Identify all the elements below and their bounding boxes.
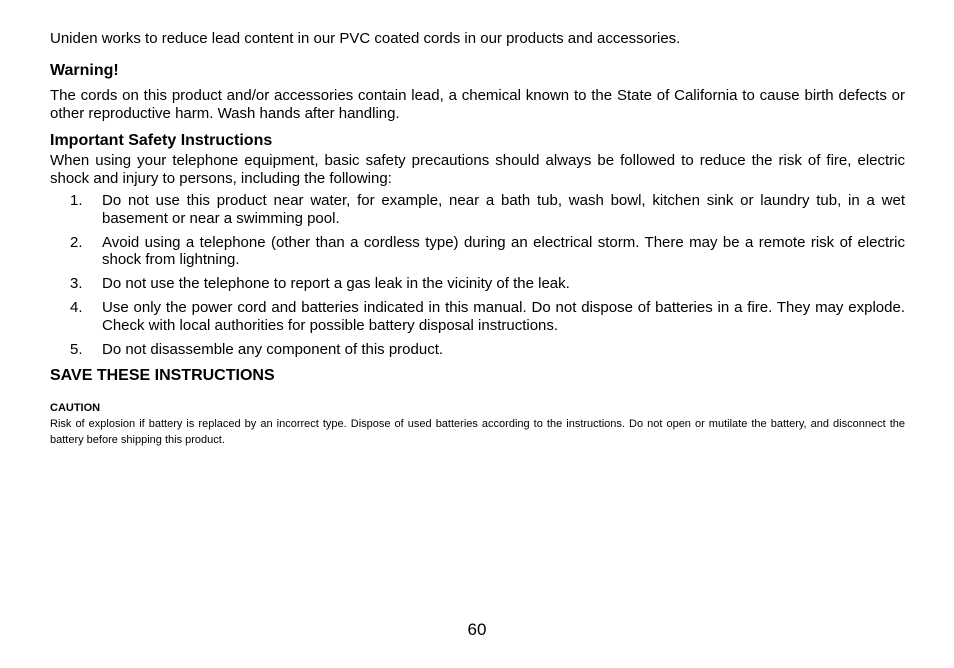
caution-text: Risk of explosion if battery is replaced by an incorrect type. Dispose of used batteries according to the instructions. Do not open or mutilate the battery, and disconnect the battery before shipping this product. [50, 418, 905, 446]
safety-instructions-list [50, 192, 905, 358]
list-item-text: Do not use this product near water, for example, near a bath tub, wash bowl, kitchen sink or laundry tub, in a wet basement or near a swimming pool. [102, 192, 905, 227]
list-item-text: Avoid using a telephone (other than a cordless type) during an electrical storm. There may be a remote risk of electric shock from lightning. [102, 233, 905, 268]
list-item-number: 3. [70, 275, 83, 292]
list-item [50, 275, 905, 293]
lead-content-notice: Uniden works to reduce lead content in our PVC coated cords in our products and accessories. [50, 30, 681, 47]
list-item-number: 5. [70, 340, 83, 358]
warning-text: The cords on this product and/or accessories contain lead, a chemical known to the State of California to cause birth defects or other reproductive harm. Wash hands after handling. [50, 87, 905, 122]
list-item-text: Use only the power cord and batteries indicated in this manual. Do not dispose of batteries in a fire. They may explode. Check with local authorities for possible battery disposal instructions. [102, 299, 905, 334]
list-item [50, 234, 905, 269]
save-instructions-heading: SAVE THESE INSTRUCTIONS [50, 367, 275, 384]
safety-instructions-heading: Important Safety Instructions [50, 132, 273, 149]
safety-instructions-intro: When using your telephone equipment, basic safety precautions should always be followed to reduce the risk of fire, electric shock and injury to persons, including the following: [50, 152, 905, 187]
manual-page [50, 30, 905, 448]
list-item-number: 1. [70, 192, 83, 209]
caution-heading: CAUTION [50, 402, 101, 414]
list-item-text: Do not use the telephone to report a gas leak in the vicinity of the leak. [102, 275, 570, 292]
list-item-number: 4. [70, 299, 83, 316]
warning-heading: Warning! [50, 62, 119, 79]
list-item-text: Do not disassemble any component of this product. [102, 340, 444, 358]
page-number: 60 [467, 620, 487, 639]
list-item-number: 2. [70, 233, 83, 251]
list-item [50, 192, 905, 227]
list-item [50, 341, 905, 359]
list-item [50, 299, 905, 334]
